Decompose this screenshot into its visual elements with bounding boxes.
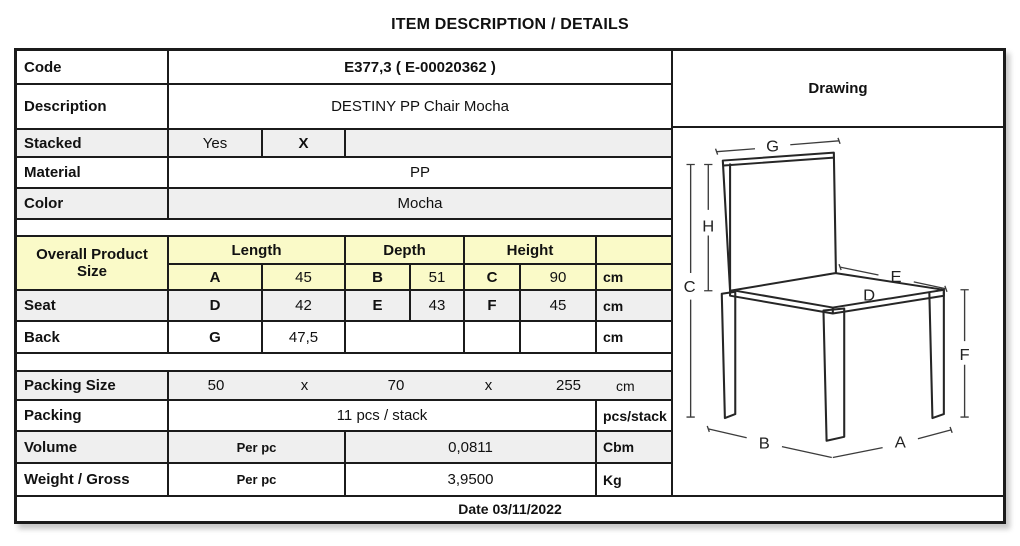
- dim-label-c: C: [683, 278, 696, 296]
- material-value: PP: [409, 164, 430, 181]
- code-label: Code: [17, 51, 169, 83]
- table-row: [17, 83, 671, 128]
- weight-unit: Kg: [603, 471, 622, 488]
- table-row: [17, 187, 671, 218]
- weight-basis: Per pc: [169, 464, 346, 495]
- dim-label-e: E: [890, 268, 902, 286]
- weight-value: 3,9500: [346, 464, 597, 495]
- table-row: [17, 51, 671, 83]
- dim-letter-g: G: [169, 322, 263, 352]
- weight-row: [17, 462, 671, 495]
- dim-label-a: A: [894, 434, 906, 452]
- overall-size-label-line1: Overall Product: [36, 246, 148, 263]
- chair-shape: [722, 153, 944, 441]
- packing-sep: x: [300, 377, 309, 394]
- dim-value-d: 42: [263, 291, 346, 320]
- seat-unit: cm: [603, 297, 624, 314]
- drawing-title: Drawing: [673, 51, 1003, 128]
- packing-row: [17, 399, 671, 430]
- dim-label-g: G: [766, 138, 780, 156]
- dim-value-b: 51: [411, 265, 465, 289]
- weight-label: Weight / Gross: [17, 464, 169, 495]
- packing-width: 50: [207, 377, 225, 394]
- overall-values-row: [169, 265, 671, 289]
- dim-letter-e: E: [346, 291, 411, 320]
- color-value: Mocha: [397, 195, 443, 212]
- overall-size-label: [17, 237, 169, 289]
- dim-letter-d: D: [169, 291, 263, 320]
- packing-size-unit: cm: [616, 377, 635, 394]
- page-title: ITEM DESCRIPTION / DETAILS: [391, 16, 629, 33]
- chair-backrest: [723, 153, 836, 291]
- dim-value-g: 47,5: [263, 322, 346, 352]
- stacked-label: Stacked: [17, 130, 169, 156]
- volume-unit: Cbm: [603, 439, 635, 455]
- drawing-pane: [671, 51, 1003, 495]
- color-label: Color: [17, 189, 169, 218]
- overall-unit: cm: [603, 269, 624, 285]
- spec-table: [14, 48, 1006, 524]
- table-row: [17, 156, 671, 187]
- volume-basis: Per pc: [169, 432, 346, 462]
- dim-label-b: B: [758, 434, 770, 453]
- back-label: Back: [17, 322, 169, 352]
- table-row: [17, 128, 671, 156]
- back-empty-cell: [521, 322, 597, 352]
- packing-depth: 70: [387, 377, 405, 394]
- details-table: [17, 51, 671, 495]
- dim-label-d: D: [863, 287, 876, 305]
- stacked-option: Yes: [169, 130, 263, 156]
- packing-value: 11 pcs / stack: [169, 401, 597, 430]
- depth-header: Depth: [346, 237, 465, 263]
- packing-sep: x: [484, 377, 493, 394]
- material-label: Material: [17, 158, 169, 187]
- table-body: [17, 51, 1003, 495]
- packing-size-values: [169, 372, 671, 399]
- packing-height: 255: [555, 377, 582, 394]
- spacer-row: [17, 352, 671, 370]
- stacked-mark: X: [263, 130, 346, 156]
- back-row: [17, 320, 671, 352]
- size-grid: [169, 237, 671, 289]
- packing-size-row: [17, 370, 671, 399]
- dim-letter-b: B: [346, 265, 411, 289]
- dim-value-a: 45: [263, 265, 346, 289]
- date-row: [17, 495, 1003, 521]
- chair-left-leg: [722, 292, 735, 418]
- chair-front-leg: [823, 309, 844, 441]
- chair-technical-drawing-svg: [673, 128, 1003, 495]
- chair-drawing: [673, 128, 1003, 495]
- description-label: Description: [17, 85, 169, 128]
- dim-letter-a: A: [169, 265, 263, 289]
- volume-row: [17, 430, 671, 462]
- packing-size-label: Packing Size: [17, 372, 169, 399]
- back-unit: cm: [603, 329, 624, 345]
- height-header: Height: [465, 237, 597, 263]
- spacer-row: [17, 218, 671, 235]
- dim-value-c: 90: [521, 265, 597, 289]
- volume-label: Volume: [17, 432, 169, 462]
- dim-value-f: 45: [521, 291, 597, 320]
- dim-label-f: F: [959, 346, 970, 364]
- packing-unit: pcs/stack: [603, 407, 667, 424]
- dim-letter-f: F: [465, 291, 521, 320]
- volume-value: 0,0811: [346, 432, 597, 462]
- description-value: DESTINY PP Chair Mocha: [331, 98, 509, 115]
- dim-value-e: 43: [411, 291, 465, 320]
- length-header: Length: [169, 237, 346, 263]
- unit-header-empty: [597, 237, 671, 263]
- back-empty-cell: [346, 322, 465, 352]
- code-value: E377,3 ( E-00020362 ): [344, 58, 496, 76]
- date-value: Date 03/11/2022: [458, 501, 562, 517]
- size-header-row: [169, 237, 671, 265]
- back-empty-cell: [465, 322, 521, 352]
- seat-row: [17, 289, 671, 320]
- seat-label: Seat: [17, 291, 169, 320]
- dim-label-h: H: [702, 217, 715, 236]
- chair-right-leg: [929, 290, 944, 418]
- stacked-empty-cell: [346, 130, 671, 156]
- packing-label: Packing: [17, 401, 169, 430]
- dim-letter-c: C: [465, 265, 521, 289]
- overall-size-label-line2: Size: [76, 263, 107, 280]
- overall-size-rows: [17, 235, 671, 289]
